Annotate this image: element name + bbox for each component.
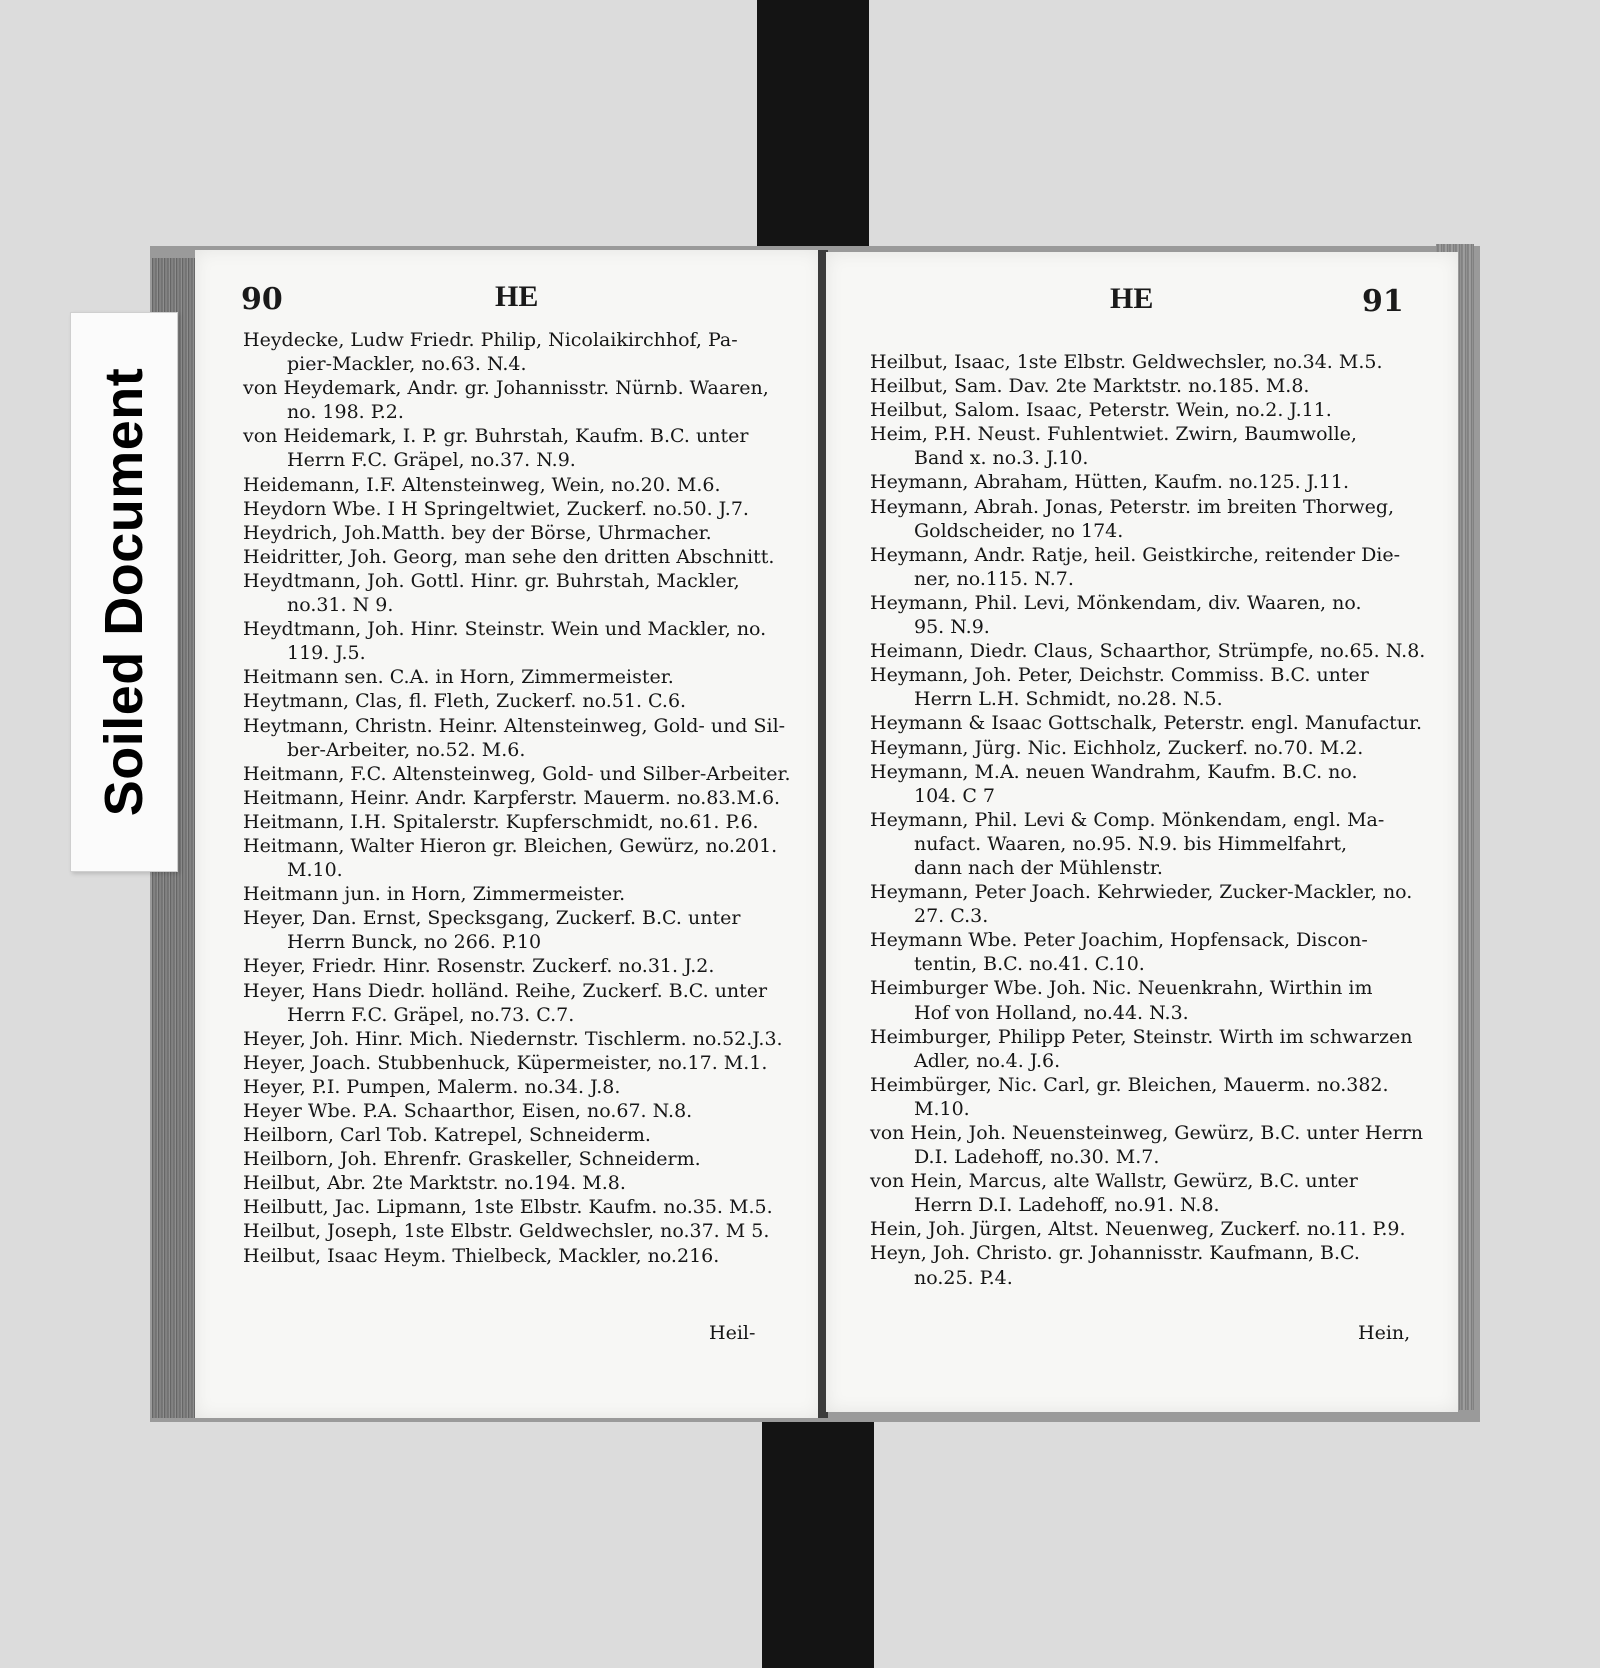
directory-entry: Heitmann jun. in Horn, Zimmermeister. <box>243 883 626 906</box>
directory-entry: Heymann, Phil. Levi, Mönkendam, div. Waaren, no. 95. N.9. <box>870 591 1362 639</box>
directory-entry: Heydrich, Joh.Matth. bey der Börse, Uhrmacher. <box>243 521 712 544</box>
right-page <box>826 252 1458 1412</box>
directory-entry: Heilbut, Isaac Heym. Thielbeck, Mackler, no.216. <box>243 1244 720 1267</box>
directory-entry: Heimburger Wbe. Joh. Nic. Neuenkrahn, Wirthin im Hof von Holland, no.44. N.3. <box>870 977 1373 1024</box>
directory-entry: Heymann, Jürg. Nic. Eichholz, Zuckerf. no.70. M.2. <box>870 736 1364 759</box>
directory-entry: Heim, P.H. Neust. Fuhlentwiet. Zwirn, Baumwolle, Band x. no.3. J.10. <box>870 423 1357 470</box>
directory-entry: Heilborn, Joh. Ehrenfr. Graskeller, Schneiderm. <box>243 1148 701 1171</box>
directory-entry: Heymann, Andr. Ratje, heil. Geistkirche, reitender Die- ner, no.115. N.7. <box>870 543 1401 590</box>
directory-entry: von Heydemark, Andr. gr. Johannisstr. Nürnb. Waaren, no. 198. P.2. <box>243 377 769 424</box>
directory-entry: Heymann Wbe. Peter Joachim, Hopfensack, Discon- tentin, B.C. no.41. C.10. <box>870 929 1368 976</box>
directory-entry: Hein, Joh. Jürgen, Altst. Neuenweg, Zuckerf. no.11. P.9. <box>870 1218 1406 1241</box>
page-number-right: 91 <box>1362 284 1404 319</box>
directory-entry: von Heidemark, I. P. gr. Buhrstah, Kaufm. B.C. unter Herrn F.C. Gräpel, no.37. N.9. <box>243 425 749 472</box>
directory-entry: Heilbut, Salom. Isaac, Peterstr. Wein, no.2. J.11. <box>870 399 1332 422</box>
directory-entry: Heitmann sen. C.A. in Horn, Zimmermeister. <box>243 666 674 689</box>
directory-entry: Heyer, Joh. Hinr. Mich. Niedernstr. Tischlerm. no.52.J.3. <box>243 1027 783 1050</box>
directory-entry: Heyer, Joach. Stubbenhuck, Küpermeister, no.17. M.1. <box>243 1051 768 1074</box>
directory-entry: Heitmann, Heinr. Andr. Karpferstr. Mauerm. no.83.M.6. <box>243 786 781 809</box>
directory-entry: Heymann, Joh. Peter, Deichstr. Commiss. B.C. unter Herrn L.H. Schmidt, no.28. N.5. <box>870 664 1369 711</box>
directory-entry: Heytmann, Christn. Heinr. Altensteinweg, Gold- und Sil- ber-Arbeiter, no.52. M.6. <box>243 714 786 761</box>
directory-entry: Heilbut, Abr. 2te Marktstr. no.194. M.8. <box>243 1172 626 1195</box>
directory-entry: Heilbutt, Jac. Lipmann, 1ste Elbstr. Kaufm. no.35. M.5. <box>243 1196 773 1219</box>
directory-entry: Heilbut, Isaac, 1ste Elbstr. Geldwechsler, no.34. M.5. <box>870 351 1383 373</box>
directory-entry: Heymann & Isaac Gottschalk, Peterstr. engl. Manufactur. <box>870 712 1423 735</box>
directory-entry: Heilborn, Carl Tob. Katrepel, Schneiderm. <box>243 1124 651 1147</box>
left-page <box>195 250 821 1418</box>
directory-entry: Heitmann, Walter Hieron gr. Bleichen, Gewürz, no.201. M.10. <box>243 834 778 882</box>
directory-entry: Heimbürger, Nic. Carl, gr. Bleichen, Mauerm. no.382. M.10. <box>870 1073 1389 1120</box>
directory-entry: Heitmann, F.C. Altensteinweg, Gold- und Silber-Arbeiter. <box>243 762 791 785</box>
directory-entry: Heymann, Abraham, Hütten, Kaufm. no.125. J.11. <box>870 471 1350 494</box>
running-header-left: HE <box>495 280 539 313</box>
dark-strip-top <box>757 0 869 262</box>
directory-entry: von Hein, Marcus, alte Wallstr, Gewürz, B.C. unter Herrn D.I. Ladehoff, no.91. N.8. <box>870 1170 1358 1217</box>
directory-entry: Heitmann, I.H. Spitalerstr. Kupferschmidt, no.61. P.6. <box>243 810 759 833</box>
soiled-document-label <box>70 312 178 872</box>
entry-list-left <box>243 328 791 1268</box>
directory-entry: Heydtmann, Joh. Gottl. Hinr. gr. Buhrstah, Mackler, no.31. N 9. <box>243 569 740 617</box>
directory-entry: Heytmann, Clas, fl. Fleth, Zuckerf. no.51. C.6. <box>243 690 687 713</box>
directory-entry: Heimburger, Philipp Peter, Steinstr. Wirth im schwarzen Adler, no.4. J.6. <box>870 1025 1413 1072</box>
directory-entry: Heyer Wbe. P.A. Schaarthor, Eisen, no.67. N.8. <box>243 1100 693 1122</box>
label-text: Soiled Document <box>94 367 154 817</box>
page-number-left: 90 <box>241 282 283 317</box>
entry-list-right <box>870 350 1425 1290</box>
catchword-right: Hein, <box>1358 1322 1411 1344</box>
directory-entry: Heymann, M.A. neuen Wandrahm, Kaufm. B.C. no. 104. C 7 <box>870 760 1358 807</box>
directory-entry: Heydecke, Ludw Friedr. Philip, Nicolaikirchhof, Pa- pier-Mackler, no.63. N.4. <box>243 329 738 376</box>
running-header-right: HE <box>1110 282 1154 315</box>
directory-entry: Heilbut, Joseph, 1ste Elbstr. Geldwechsler, no.37. M 5. <box>243 1220 770 1243</box>
directory-entry: Heidemann, I.F. Altensteinweg, Wein, no.20. M.6. <box>243 473 721 496</box>
directory-entry: von Hein, Joh. Neuensteinweg, Gewürz, B.C. unter Herrn D.I. Ladehoff, no.30. M.7. <box>870 1122 1424 1169</box>
directory-entry: Heydorn Wbe. I H Springeltwiet, Zuckerf. no.50. J.7. <box>243 497 749 520</box>
directory-entry: Heyn, Joh. Christo. gr. Johannisstr. Kaufmann, B.C. no.25. P.4. <box>870 1242 1360 1289</box>
directory-entry: Heymann, Peter Joach. Kehrwieder, Zucker-Mackler, no. 27. C.3. <box>870 881 1413 928</box>
directory-entry: Heymann, Phil. Levi & Comp. Mönkendam, engl. Ma- nufact. Waaren, no.95. N.9. bis Himmelfahrt, dann nach der Mühlenstr. <box>870 808 1385 879</box>
directory-entry: Heidritter, Joh. Georg, man sehe den dritten Abschnitt. <box>243 545 775 568</box>
directory-entry: Heilbut, Sam. Dav. 2te Marktstr. no.185. M.8. <box>870 375 1310 398</box>
directory-entry: Heimann, Diedr. Claus, Schaarthor, Strümpfe, no.65. N.8. <box>870 640 1426 663</box>
directory-entry: Heymann, Abrah. Jonas, Peterstr. im breiten Thorweg, Goldscheider, no 174. <box>870 495 1395 542</box>
catchword-left: Heil- <box>709 1322 756 1344</box>
dark-strip-bottom <box>762 1410 874 1668</box>
directory-entry: Heyer, Friedr. Hinr. Rosenstr. Zuckerf. no.31. J.2. <box>243 955 715 978</box>
directory-entry: Heyer, Dan. Ernst, Specksgang, Zuckerf. B.C. unter Herrn Bunck, no 266. P.10 <box>243 907 741 954</box>
directory-entry: Heyer, Hans Diedr. holländ. Reihe, Zuckerf. B.C. unter Herrn F.C. Gräpel, no.73. C.7. <box>243 979 768 1026</box>
directory-entry: Heyer, P.I. Pumpen, Malerm. no.34. J.8. <box>243 1075 621 1098</box>
directory-entry: Heydtmann, Joh. Hinr. Steinstr. Wein und Mackler, no. 119. J.5. <box>243 618 767 665</box>
